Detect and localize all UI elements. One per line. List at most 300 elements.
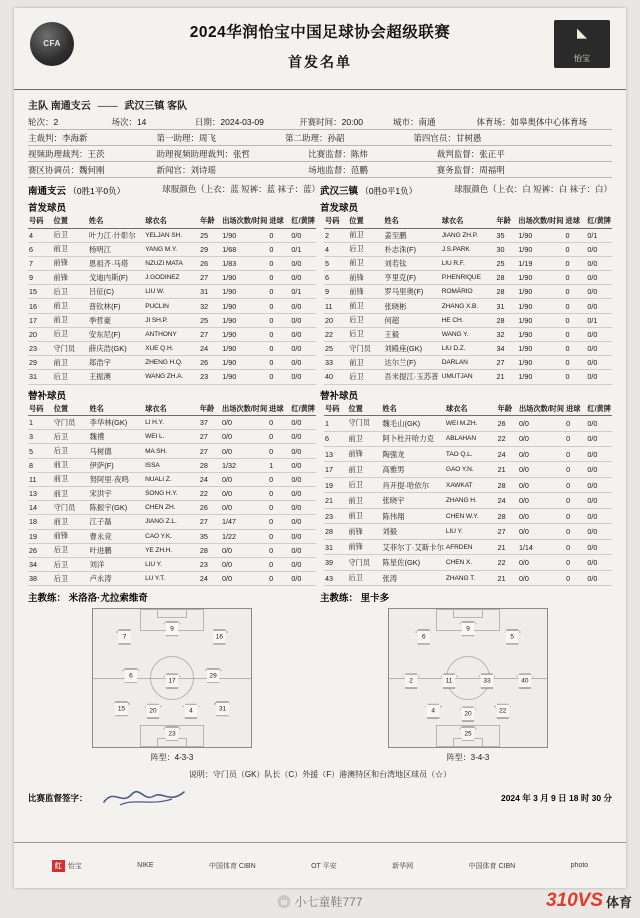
th-pos: 位置 xyxy=(347,403,381,416)
player-appearances: 1/68 xyxy=(221,242,268,256)
player-shirtname: ROMÁRIO xyxy=(441,285,496,299)
player-number: 4 xyxy=(28,228,53,242)
player-goals: 0 xyxy=(565,539,586,554)
player-position: 后卫 xyxy=(53,228,88,242)
sponsor-name: 中国体育 CIBN xyxy=(468,862,516,870)
player-age: 22 xyxy=(497,555,518,570)
table-row xyxy=(324,524,612,539)
player-age: 32 xyxy=(199,299,221,313)
player-goals: 0 xyxy=(565,242,587,256)
pitch-shirt-number: 17 xyxy=(168,677,176,685)
pitch-shirt-number: 40 xyxy=(521,677,529,685)
lineup-sheet xyxy=(14,8,626,888)
signature-date: 2024 年 3 月 9 日 18 时 30 分 xyxy=(500,793,612,804)
away-kit-colors: 球服颜色（上衣：白 短裤：白 袜子：白） xyxy=(454,184,612,194)
th-no: 号码 xyxy=(28,403,53,416)
meta-key: 比赛监督： xyxy=(308,148,351,159)
pitch-shirt-number: 4 xyxy=(189,707,193,715)
subs-tables xyxy=(14,403,626,587)
player-shirtname: AFRDEN xyxy=(445,539,497,554)
sponsor-name: 新华网 xyxy=(392,862,414,870)
player-name: 努阿里·夜鸣 xyxy=(88,472,144,486)
player-age: 24 xyxy=(497,447,518,462)
pitch-shirt xyxy=(415,629,432,644)
player-shirtname: WANG ZH.A. xyxy=(144,370,199,384)
player-number: 14 xyxy=(28,501,53,515)
coach-row xyxy=(14,586,626,606)
player-number: 20 xyxy=(28,327,53,341)
player-position: 后卫 xyxy=(347,570,381,586)
page-subtitle: 首发名单 xyxy=(288,54,352,70)
away-pitch xyxy=(388,608,548,748)
player-name: 薛庆浩(GK) xyxy=(88,342,144,356)
team-strip-row xyxy=(14,180,626,197)
table-row xyxy=(28,299,316,313)
player-appearances: 1/90 xyxy=(517,242,564,256)
table-row xyxy=(324,228,612,242)
player-number: 9 xyxy=(324,285,348,299)
player-position: 前卫 xyxy=(53,242,88,256)
player-number: 15 xyxy=(28,285,53,299)
player-name: 张晓彬 xyxy=(383,299,440,313)
table-row xyxy=(324,285,612,299)
player-cards: 0/0 xyxy=(586,524,612,539)
player-goals: 0 xyxy=(268,572,290,586)
pitch-shirt-number: 7 xyxy=(122,633,127,641)
player-age: 21 xyxy=(497,570,518,586)
legend-note: 说明：守门员（GK）队长（C）外援（F）港澳特区和台湾地区球员（☆） xyxy=(188,770,452,780)
player-appearances: 0/0 xyxy=(221,430,268,444)
player-goals: 0 xyxy=(565,508,586,523)
player-appearances: 0/0 xyxy=(518,570,565,586)
player-appearances: 0/0 xyxy=(221,472,268,486)
player-appearances: 1/90 xyxy=(221,370,268,384)
player-position: 前卫 xyxy=(53,472,89,486)
player-number: 43 xyxy=(324,570,347,586)
pitch-shirt-number: 33 xyxy=(483,677,491,685)
player-shirtname: XAWKAT xyxy=(445,477,497,492)
player-name: 叶力江·什彰尔 xyxy=(88,228,144,242)
player-age: 25 xyxy=(495,256,517,270)
player-name: 安东尼(F) xyxy=(88,327,144,341)
player-position: 后卫 xyxy=(348,242,383,256)
player-number: 2 xyxy=(324,228,348,242)
player-appearances: 1/83 xyxy=(221,256,268,270)
player-position: 后卫 xyxy=(53,285,88,299)
th-no: 号码 xyxy=(28,215,53,228)
player-number: 7 xyxy=(28,256,53,270)
player-shirtname: P.HENRIQUE xyxy=(441,271,496,285)
player-position: 守门员 xyxy=(53,416,89,430)
player-name: 马树德 xyxy=(88,444,144,458)
player-goals: 0 xyxy=(268,430,290,444)
player-shirtname: ABLAHAN xyxy=(445,431,497,446)
pitch-shirt-number: 9 xyxy=(466,625,470,633)
home-coach xyxy=(28,590,320,604)
home-strip-record: （0胜1平0负） xyxy=(68,186,126,196)
player-appearances: 0/0 xyxy=(518,416,565,431)
table-row xyxy=(324,416,612,431)
player-position: 后卫 xyxy=(347,477,381,492)
table-row xyxy=(324,493,612,508)
player-goals: 0 xyxy=(565,356,587,370)
away-formation-label xyxy=(324,748,612,763)
meta-key: 第一助理： xyxy=(156,132,199,143)
meta-value: 魏何刚 xyxy=(79,164,105,175)
player-name: 高雅男 xyxy=(381,462,445,477)
player-appearances: 0/0 xyxy=(518,447,565,462)
table-row xyxy=(324,370,612,384)
meta-value: 南通 xyxy=(418,116,436,127)
player-appearances: 0/0 xyxy=(221,572,268,586)
table-row xyxy=(28,430,316,444)
player-appearances: 1/19 xyxy=(517,256,564,270)
player-number: 3 xyxy=(28,430,53,444)
player-cards: 0/0 xyxy=(290,557,316,571)
home-formation-box xyxy=(28,608,316,763)
player-position: 前卫 xyxy=(53,515,89,529)
player-shirtname: J.GODINEZ xyxy=(144,271,199,285)
player-appearances: 1/90 xyxy=(517,327,564,341)
player-position: 前锋 xyxy=(348,285,383,299)
starters-tables xyxy=(14,215,626,385)
player-appearances: 1/32 xyxy=(221,458,268,472)
meta-key: 日期： xyxy=(194,116,221,127)
home-team-name: 南通支云 xyxy=(50,101,91,112)
player-shirtname: XUE Q.H. xyxy=(144,342,199,356)
player-age: 27 xyxy=(497,524,518,539)
player-position: 后卫 xyxy=(348,370,383,384)
player-goals: 0 xyxy=(565,370,587,384)
th-appearances: 出场次数/时间 xyxy=(518,403,565,416)
player-goals: 0 xyxy=(268,557,290,571)
weibo-icon: w xyxy=(277,895,290,908)
player-shirtname: ZHANG T. xyxy=(445,570,497,586)
player-number: 17 xyxy=(324,462,347,477)
player-position: 前卫 xyxy=(348,356,383,370)
meta-value: 孙韶 xyxy=(327,132,345,143)
player-appearances: 1/90 xyxy=(517,313,564,327)
player-shirtname: LIU W. xyxy=(144,285,199,299)
th-age: 年龄 xyxy=(495,215,517,228)
player-name: 达尔兰(F) xyxy=(383,356,440,370)
table-row xyxy=(28,515,316,529)
table-row xyxy=(324,477,612,492)
player-number: 5 xyxy=(28,444,53,458)
sponsor-logo-label: 怡宝 xyxy=(574,54,590,63)
table-row xyxy=(324,539,612,554)
player-goals: 0 xyxy=(565,256,587,270)
player-cards: 0/0 xyxy=(290,501,316,515)
player-number: 31 xyxy=(324,539,347,554)
table-row xyxy=(28,370,316,384)
table-row xyxy=(28,356,316,370)
away-formation-key: 阵型： xyxy=(446,753,471,763)
pitch-shirt-number: 6 xyxy=(129,672,133,680)
player-age: 28 xyxy=(495,271,517,285)
table-row xyxy=(324,447,612,462)
player-goals: 0 xyxy=(565,327,587,341)
player-goals: 0 xyxy=(268,356,290,370)
player-goals: 0 xyxy=(268,487,290,501)
player-number: 9 xyxy=(28,271,53,285)
player-goals: 0 xyxy=(565,416,586,431)
table-row xyxy=(28,529,316,543)
player-appearances: 0/0 xyxy=(221,487,268,501)
th-pos: 位置 xyxy=(53,215,88,228)
table-row xyxy=(28,416,316,430)
player-goals: 0 xyxy=(268,285,290,299)
player-cards: 0/0 xyxy=(586,356,612,370)
player-age: 24 xyxy=(199,342,221,356)
meta-value: 2 xyxy=(53,116,59,127)
player-goals: 0 xyxy=(565,431,586,446)
home-coach-name: 米洛洛·尤拉索维奇 xyxy=(68,593,148,605)
player-number: 18 xyxy=(28,515,53,529)
away-coach-name: 里卡多 xyxy=(360,593,390,605)
player-appearances: 0/0 xyxy=(518,462,565,477)
player-cards: 0/0 xyxy=(290,543,316,557)
home-formation-key: 阵型： xyxy=(150,753,175,763)
player-appearances: 1/90 xyxy=(221,285,268,299)
player-number: 40 xyxy=(324,370,348,384)
player-age: 27 xyxy=(199,327,221,341)
pitch-shirt xyxy=(441,674,458,689)
player-age: 23 xyxy=(199,370,221,384)
player-age: 37 xyxy=(199,416,221,430)
player-goals: 0 xyxy=(565,313,587,327)
meta-value: 陈炜 xyxy=(350,148,368,159)
sponsor-logo-icon xyxy=(554,20,610,68)
meta-row-1 xyxy=(28,114,612,130)
player-age: 21 xyxy=(497,462,518,477)
pitch-shirt xyxy=(460,707,477,722)
player-name: 江子磊 xyxy=(88,515,144,529)
player-number: 1 xyxy=(28,416,53,430)
player-shirtname: CHEN W.Y. xyxy=(445,508,497,523)
player-appearances: 1/90 xyxy=(517,299,564,313)
player-position: 前卫 xyxy=(53,299,88,313)
player-shirtname: LIU D.Z. xyxy=(441,342,496,356)
player-goals: 0 xyxy=(565,493,586,508)
sheet-header xyxy=(14,8,626,90)
th-cards: 红/黄牌 xyxy=(586,403,612,416)
match-meta xyxy=(14,90,626,180)
player-shirtname: CAO Y.K. xyxy=(144,529,199,543)
player-appearances: 0/0 xyxy=(518,493,565,508)
signature-row xyxy=(14,780,626,808)
player-appearances: 1/90 xyxy=(221,313,268,327)
pitch-shirt-number: 31 xyxy=(218,705,227,713)
table-row xyxy=(28,271,316,285)
player-age: 27 xyxy=(199,444,221,458)
player-goals: 0 xyxy=(268,228,290,242)
player-name: 朴志洙(F) xyxy=(383,242,440,256)
meta-key: 轮次： xyxy=(28,116,54,127)
brand-watermark-num: 310VS xyxy=(545,890,603,911)
player-appearances: 1/90 xyxy=(517,370,564,384)
player-name: 亨里克(F) xyxy=(383,271,440,285)
player-goals: 0 xyxy=(565,342,587,356)
meta-key: 第二助理： xyxy=(284,132,328,143)
player-position: 前卫 xyxy=(53,458,89,472)
player-age: 28 xyxy=(497,508,518,523)
player-position: 前锋 xyxy=(53,256,88,270)
th-age: 年龄 xyxy=(199,215,221,228)
sponsor-logo xyxy=(137,862,153,869)
player-shirtname: ISSA xyxy=(144,458,199,472)
player-position: 前锋 xyxy=(53,529,89,543)
player-shirtname: GAO Y.N. xyxy=(445,462,497,477)
player-shirtname: J.S.PARK xyxy=(441,242,496,256)
sponsor-logo xyxy=(571,862,589,869)
player-appearances: 1/14 xyxy=(518,539,565,554)
meta-key: 体育场： xyxy=(476,116,511,127)
table-row xyxy=(324,555,612,570)
away-team-strip xyxy=(320,183,612,197)
pitch-shirt xyxy=(164,726,181,741)
player-shirtname: YANG M.Y. xyxy=(144,242,199,256)
player-shirtname: NUALI Z. xyxy=(144,472,199,486)
away-strip-record: （0胜0平1负） xyxy=(360,186,418,196)
table-row xyxy=(28,572,316,586)
player-cards: 0/0 xyxy=(290,313,316,327)
table-row xyxy=(28,242,316,256)
table-header-row xyxy=(28,215,316,228)
away-formation-value: 3-4-3 xyxy=(470,753,490,763)
player-position: 后卫 xyxy=(53,444,89,458)
meta-key: 助理视频助理裁判： xyxy=(156,148,233,159)
player-cards: 0/0 xyxy=(290,299,316,313)
pitch-shirt xyxy=(211,629,228,644)
th-pos: 位置 xyxy=(348,215,383,228)
table-row xyxy=(28,458,316,472)
table-row xyxy=(324,242,612,256)
player-goals: 0 xyxy=(268,501,290,515)
player-goals: 0 xyxy=(565,299,587,313)
player-shirtname: TAO Q.L. xyxy=(445,447,497,462)
sponsor-name: 中国体育 CIBN xyxy=(208,862,256,870)
pitch-shirt xyxy=(460,726,477,741)
meta-row-2 xyxy=(28,130,612,146)
pitch-shirt xyxy=(164,621,181,636)
player-age: 35 xyxy=(199,529,221,543)
th-appearances: 出场次数/时间 xyxy=(517,215,564,228)
table-row xyxy=(28,543,316,557)
player-appearances: 0/0 xyxy=(221,416,268,430)
away-team-name: 武汉三镇 xyxy=(124,101,165,112)
player-appearances: 0/0 xyxy=(518,524,565,539)
player-age: 28 xyxy=(497,477,518,492)
away-coach-label: 主教练： xyxy=(320,593,359,605)
player-number: 8 xyxy=(28,458,53,472)
player-position: 前卫 xyxy=(53,356,88,370)
away-formation-box xyxy=(324,608,612,763)
meta-key: 赛区协调员： xyxy=(28,164,80,175)
player-number: 6 xyxy=(324,431,347,446)
player-number: 31 xyxy=(28,370,53,384)
player-appearances: 1/90 xyxy=(517,342,564,356)
pitch-shirt-number: 20 xyxy=(464,710,472,718)
player-appearances: 0/0 xyxy=(221,501,268,515)
player-cards: 0/0 xyxy=(586,342,612,356)
player-name: 吕征(C) xyxy=(88,285,144,299)
meta-value: 王茨 xyxy=(87,148,105,159)
player-goals: 0 xyxy=(268,416,290,430)
away-coach xyxy=(320,590,612,604)
pitch-shirt-number: 16 xyxy=(215,633,223,641)
player-goals: 0 xyxy=(268,342,290,356)
table-row xyxy=(28,557,316,571)
player-position: 后卫 xyxy=(53,543,89,557)
player-appearances: 0/0 xyxy=(518,508,565,523)
player-age: 28 xyxy=(495,285,517,299)
meta-row-4 xyxy=(28,162,612,178)
player-cards: 0/0 xyxy=(290,529,316,543)
player-age: 27 xyxy=(199,515,221,529)
goal-box-top xyxy=(453,609,483,618)
player-cards: 0/0 xyxy=(586,327,612,341)
away-starters-table xyxy=(324,215,612,385)
player-name: 陈伟翔 xyxy=(381,508,445,523)
cfa-logo-icon xyxy=(30,22,74,66)
player-position: 守门员 xyxy=(53,501,89,515)
player-number: 19 xyxy=(28,529,53,543)
player-shirtname: LI H.Y. xyxy=(144,416,199,430)
player-cards: 0/0 xyxy=(586,462,612,477)
player-name: 曹永竞 xyxy=(88,529,144,543)
player-name: 魏禮 xyxy=(88,430,144,444)
player-position: 守门员 xyxy=(53,342,88,356)
th-appearances: 出场次数/时间 xyxy=(221,215,268,228)
player-cards: 0/0 xyxy=(586,271,612,285)
player-position: 守门员 xyxy=(347,416,381,431)
player-shirtname: LIU Y. xyxy=(445,524,497,539)
home-subs-title: 替补球员 xyxy=(28,390,67,402)
player-cards: 0/0 xyxy=(290,271,316,285)
player-name: 王毅 xyxy=(383,327,440,341)
meta-key: 城市： xyxy=(393,116,419,127)
brand-watermark xyxy=(546,890,632,912)
th-shirtname: 球衣名 xyxy=(441,215,496,228)
player-name: 恩祖齐·马塔 xyxy=(88,256,144,270)
player-number: 33 xyxy=(324,356,348,370)
meta-value: 李海新 xyxy=(62,132,88,143)
meta-key: 开赛时间： xyxy=(299,116,342,127)
player-name: 张晓宇 xyxy=(381,493,445,508)
home-subs-table xyxy=(28,403,316,587)
player-age: 23 xyxy=(199,557,221,571)
table-row xyxy=(324,271,612,285)
meta-key: 场地监督： xyxy=(308,164,351,175)
table-row xyxy=(324,256,612,270)
away-subs-title: 替补球员 xyxy=(320,390,359,402)
player-age: 27 xyxy=(199,271,221,285)
player-name: 普钦林(F) xyxy=(88,299,144,313)
th-goals: 进球 xyxy=(268,403,290,416)
sponsor-name: NIKE xyxy=(137,862,154,869)
player-position: 后卫 xyxy=(53,572,89,586)
signature-icon xyxy=(100,786,190,808)
player-age: 32 xyxy=(495,327,517,341)
table-row xyxy=(28,228,316,242)
th-shirtname: 球衣名 xyxy=(144,403,199,416)
player-position: 前卫 xyxy=(347,462,381,477)
player-cards: 0/1 xyxy=(290,242,316,256)
meta-value: 2024-03-09 xyxy=(220,116,264,127)
pitch-shirt xyxy=(145,704,162,719)
th-goals: 进球 xyxy=(565,215,587,228)
